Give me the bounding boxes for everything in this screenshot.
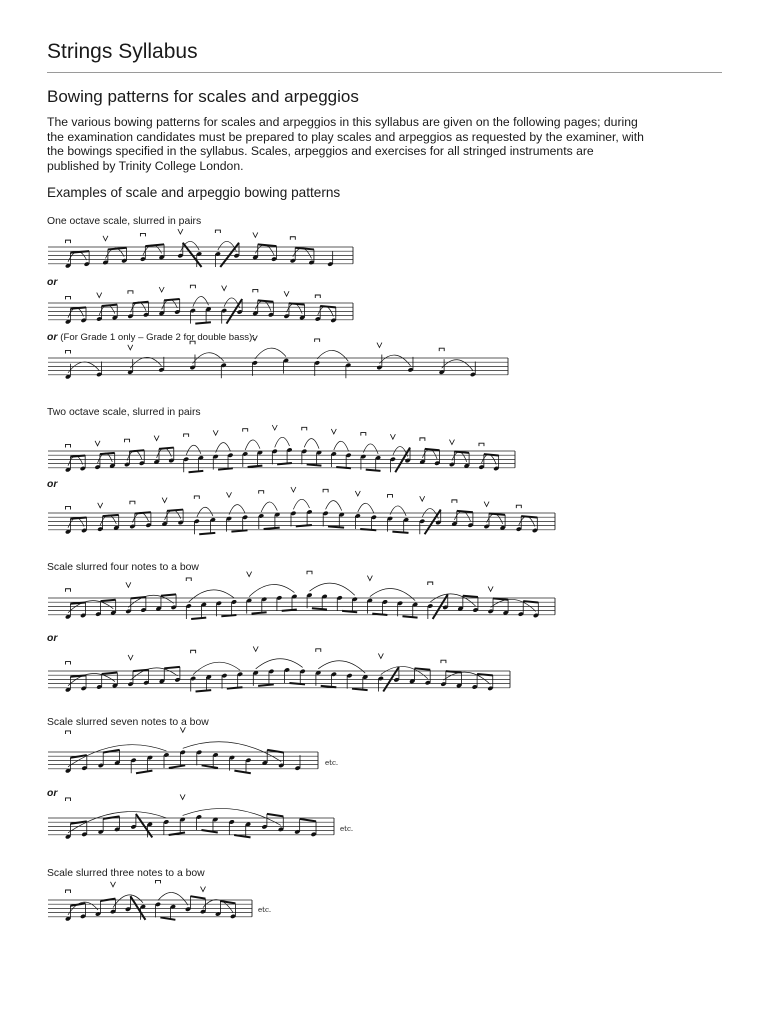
- slur: [275, 437, 290, 447]
- up-bow-mark: [449, 440, 454, 445]
- slur: [131, 668, 178, 680]
- down-bow-mark: [190, 285, 195, 288]
- etc-mark-seven-a: etc.: [325, 759, 339, 767]
- note-beam: [221, 615, 236, 616]
- note-beam: [100, 899, 115, 901]
- down-bow-mark: [140, 233, 145, 236]
- note-beam: [289, 683, 305, 684]
- up-bow-mark: [484, 502, 489, 507]
- down-bow-mark: [130, 501, 135, 504]
- note-beam: [190, 896, 205, 898]
- note-beam: [101, 600, 116, 601]
- down-bow-mark: [323, 489, 328, 492]
- note-beam: [248, 466, 263, 467]
- down-bow-mark: [66, 240, 71, 243]
- note-beam: [342, 611, 357, 612]
- down-bow-mark: [66, 296, 71, 299]
- down-bow-mark: [439, 348, 444, 351]
- note-beam: [234, 835, 250, 837]
- up-bow-mark: [180, 727, 185, 732]
- slur: [255, 348, 286, 359]
- example-label-two-octave-pairs: Two octave scale, slurred in pairs: [47, 407, 201, 418]
- etc-mark-three: etc.: [258, 906, 272, 914]
- example-label-or-5: or: [47, 788, 58, 799]
- slur: [68, 362, 99, 373]
- example-label-or-1: or: [47, 277, 58, 288]
- slur: [358, 503, 374, 513]
- slur: [261, 502, 277, 512]
- up-bow-mark: [252, 336, 257, 341]
- down-bow-mark: [66, 731, 71, 734]
- example-label-or-4: or: [47, 633, 58, 644]
- note-beam: [477, 674, 493, 675]
- down-bow-mark: [307, 571, 312, 574]
- note-beam: [169, 765, 185, 768]
- slur: [310, 583, 355, 595]
- note-beam: [267, 814, 283, 816]
- up-bow-mark: [128, 345, 133, 350]
- note-beam: [463, 596, 478, 597]
- intro-paragraph: The various bowing patterns for scales and arpeggios in this syllabus are given on the following pages; during the examination candidates must be prepared to play scales and arpeggios as requested by the examiner, with the bowings specified in the syllabus. Scales, arpeggios and exercises for all stringed instruments are published by Trinity College London.: [47, 115, 644, 173]
- grade-note: (For Grade 1 only – Grade 2 for double bass):: [60, 332, 255, 343]
- example-label-or-3: or: [47, 479, 58, 490]
- up-bow-mark: [331, 429, 336, 434]
- up-bow-mark: [97, 293, 102, 298]
- note-beam: [202, 765, 218, 768]
- up-bow-mark: [103, 236, 108, 241]
- slur: [189, 590, 234, 602]
- down-bow-mark: [66, 506, 71, 509]
- down-bow-mark: [315, 339, 320, 342]
- down-bow-mark: [128, 291, 133, 294]
- slur: [113, 895, 143, 908]
- up-bow-mark: [420, 496, 425, 501]
- note-beam: [218, 468, 233, 469]
- note-beam: [252, 612, 267, 613]
- down-bow-mark: [190, 341, 195, 344]
- note-beam: [402, 616, 417, 617]
- down-bow-mark: [420, 438, 425, 441]
- example-label-seven-notes: Scale slurred seven notes to a bow: [47, 717, 209, 728]
- note-beam: [312, 608, 327, 609]
- note-beam: [296, 525, 312, 526]
- example-label-three-notes: Scale slurred three notes to a bow: [47, 868, 205, 879]
- slur: [186, 445, 201, 455]
- examples-subheading: Examples of scale and arpeggio bowing patterns: [47, 185, 341, 200]
- note-beam: [199, 533, 215, 534]
- note-beam: [102, 673, 118, 674]
- note-beam: [196, 690, 212, 691]
- down-bow-mark: [388, 495, 393, 498]
- page-title: Strings Syllabus: [47, 40, 198, 63]
- down-bow-mark: [290, 237, 295, 240]
- up-bow-mark: [378, 653, 383, 658]
- up-bow-mark: [201, 887, 206, 892]
- example-label-or-2: or (For Grade 1 only – Grade 2 for double bass):: [47, 332, 255, 343]
- note-beam: [336, 467, 351, 468]
- note-beam: [307, 464, 322, 465]
- note-beam: [191, 618, 206, 619]
- slur: [197, 507, 213, 517]
- down-bow-mark: [156, 880, 161, 883]
- section-heading: Bowing patterns for scales and arpeggios: [47, 87, 359, 106]
- slur: [370, 589, 415, 601]
- down-bow-mark: [191, 650, 196, 653]
- note-beam: [189, 471, 204, 472]
- down-bow-mark: [428, 582, 433, 585]
- note-beam: [258, 684, 274, 685]
- up-bow-mark: [213, 430, 218, 435]
- example-label-one-octave-pairs: One octave scale, slurred in pairs: [47, 216, 202, 227]
- slur: [158, 892, 188, 905]
- up-bow-mark: [390, 434, 395, 439]
- up-bow-mark: [180, 794, 185, 799]
- note-beam: [234, 771, 250, 774]
- note-beam: [103, 816, 119, 818]
- slur: [379, 355, 410, 366]
- note-beam: [70, 755, 86, 758]
- up-bow-mark: [222, 286, 227, 291]
- up-bow-mark: [367, 576, 372, 581]
- etc-mark-seven-b: etc.: [340, 825, 354, 833]
- down-bow-mark: [66, 890, 71, 893]
- slur: [256, 659, 303, 669]
- down-bow-mark: [194, 496, 199, 499]
- up-bow-mark: [355, 491, 360, 496]
- up-bow-mark: [272, 425, 277, 430]
- note-beam: [360, 529, 376, 530]
- up-bow-mark: [162, 498, 167, 503]
- down-bow-mark: [316, 649, 321, 652]
- up-bow-mark: [95, 441, 100, 446]
- note-beam: [523, 601, 538, 602]
- slur: [317, 350, 348, 361]
- note-beam: [366, 470, 381, 471]
- up-bow-mark: [128, 655, 133, 660]
- down-bow-mark: [479, 443, 484, 446]
- slur: [193, 662, 240, 674]
- down-bow-mark: [452, 500, 457, 503]
- slur: [193, 297, 209, 307]
- slur: [390, 506, 406, 516]
- slur: [326, 501, 342, 511]
- note-beam: [282, 610, 297, 611]
- up-bow-mark: [253, 646, 258, 651]
- up-bow-mark: [154, 436, 159, 441]
- up-bow-mark: [111, 882, 116, 887]
- note-beam: [300, 819, 316, 821]
- up-bow-mark: [284, 291, 289, 296]
- note-beam: [264, 528, 280, 529]
- slur: [293, 499, 309, 509]
- note-beam: [277, 463, 292, 464]
- note-beam: [164, 667, 180, 668]
- note-beam: [231, 530, 247, 531]
- down-bow-mark: [215, 230, 220, 233]
- down-bow-mark: [184, 434, 189, 437]
- up-bow-mark: [253, 232, 258, 237]
- down-bow-mark: [66, 798, 71, 801]
- slur: [245, 440, 260, 450]
- note-beam: [136, 771, 152, 774]
- down-bow-mark: [66, 444, 71, 447]
- down-bow-mark: [125, 439, 130, 442]
- note-beam: [321, 686, 337, 687]
- up-bow-mark: [178, 229, 183, 234]
- down-bow-mark: [66, 350, 71, 353]
- down-bow-mark: [243, 429, 248, 432]
- down-bow-mark: [253, 289, 258, 292]
- slur: [363, 444, 378, 454]
- up-bow-mark: [227, 492, 232, 497]
- note-beam: [352, 689, 368, 690]
- note-beam: [161, 594, 176, 595]
- up-bow-mark: [377, 343, 382, 348]
- example-label-four-notes: Scale slurred four notes to a bow: [47, 562, 199, 573]
- up-bow-mark: [488, 586, 493, 591]
- note-beam: [328, 526, 344, 527]
- down-bow-mark: [66, 662, 71, 665]
- note-beam: [227, 687, 243, 688]
- up-bow-mark: [159, 287, 164, 292]
- note-beam: [160, 917, 175, 919]
- down-bow-mark: [66, 589, 71, 592]
- down-bow-mark: [315, 295, 320, 298]
- note-beam: [372, 614, 387, 615]
- up-bow-mark: [291, 487, 296, 492]
- note-beam: [415, 668, 431, 669]
- note-beam: [392, 532, 408, 533]
- up-bow-mark: [126, 582, 131, 587]
- slur: [442, 360, 473, 371]
- note-beam: [195, 322, 211, 323]
- slur: [249, 584, 294, 596]
- down-bow-mark: [361, 433, 366, 436]
- up-bow-mark: [98, 503, 103, 508]
- down-bow-mark: [302, 427, 307, 430]
- down-bow-mark: [259, 491, 264, 494]
- down-bow-mark: [186, 578, 191, 581]
- down-bow-mark: [516, 505, 521, 508]
- up-bow-mark: [247, 572, 252, 577]
- slur: [334, 441, 349, 451]
- slur: [304, 439, 319, 449]
- down-bow-mark: [441, 660, 446, 663]
